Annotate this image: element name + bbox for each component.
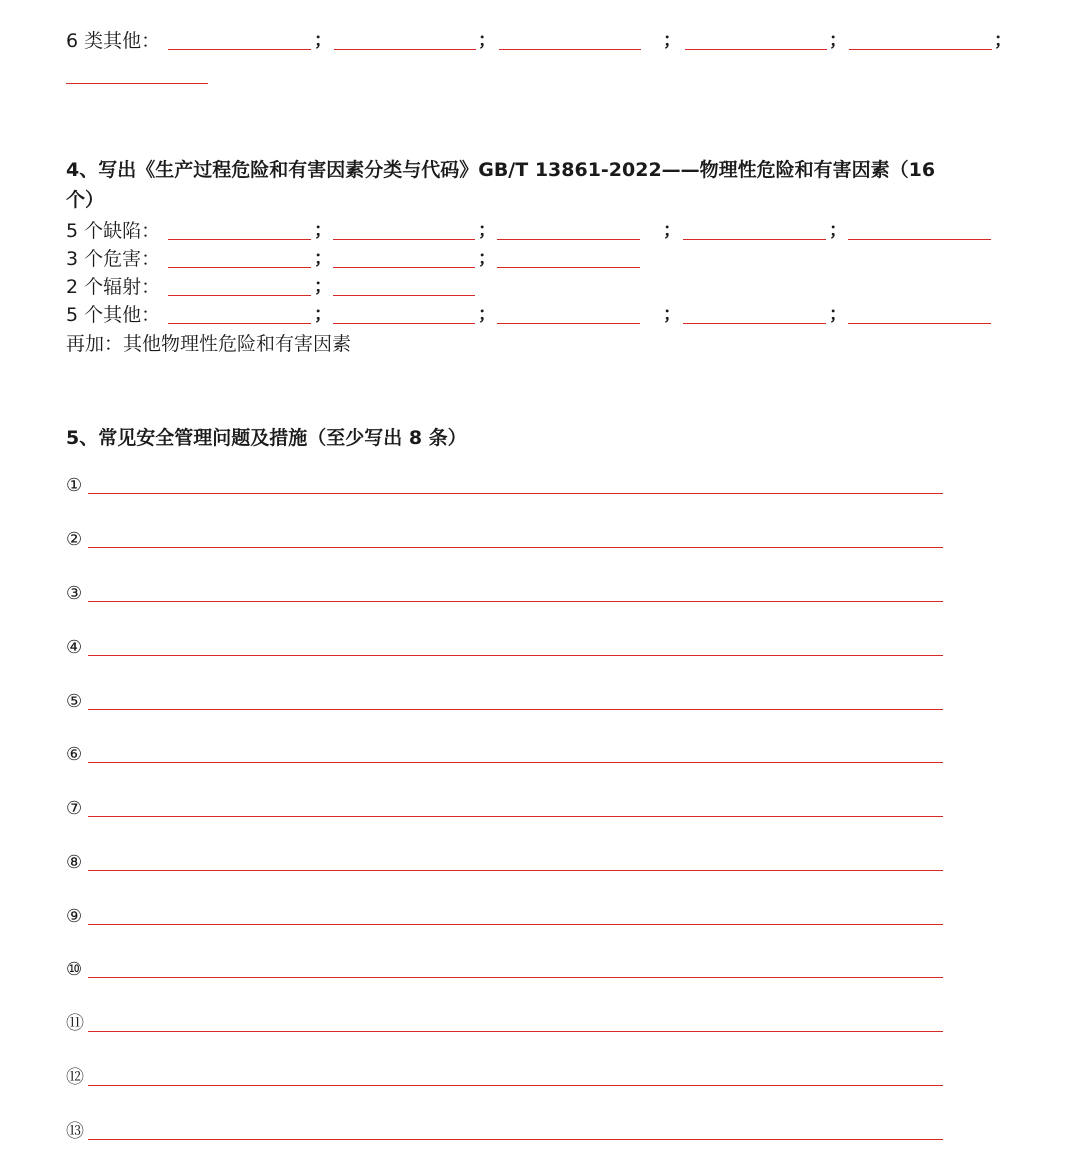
other-five-label: 5 个其他：: [66, 304, 161, 326]
answer-line[interactable]: [88, 870, 943, 871]
answer-line[interactable]: [88, 547, 943, 548]
separator: ；: [314, 304, 332, 325]
answer-line[interactable]: [88, 709, 943, 710]
separator: ；: [829, 220, 847, 241]
blank-field[interactable]: [333, 267, 475, 268]
answer-line[interactable]: [88, 977, 943, 978]
other-six-row-continued: [66, 62, 226, 88]
radiation-row: [66, 274, 496, 300]
blank-field[interactable]: [168, 295, 311, 296]
answer-row: [66, 582, 946, 608]
defect-label: 5 个缺陷：: [66, 220, 161, 242]
separator: ；: [478, 248, 496, 269]
item-number: ⑤: [66, 691, 83, 712]
answer-row: [66, 1120, 946, 1146]
blank-field[interactable]: [168, 239, 311, 240]
section4-title-continued: 个）: [66, 189, 105, 211]
defect-row: [66, 218, 1066, 244]
other-six-row: [66, 28, 1066, 54]
separator: ；: [994, 30, 1012, 51]
item-number: ⑨: [66, 906, 83, 927]
item-number: ④: [66, 637, 83, 658]
separator: ；: [478, 304, 496, 325]
answer-line[interactable]: [88, 816, 943, 817]
answer-row: [66, 1012, 946, 1038]
item-number: ⑫: [66, 1067, 84, 1088]
blank-field[interactable]: [683, 239, 826, 240]
blank-field[interactable]: [333, 239, 475, 240]
blank-field[interactable]: [499, 49, 641, 50]
answer-row: [66, 1066, 946, 1092]
section5-title: 5、常见安全管理问题及措施（至少写出 8 条）: [66, 427, 467, 449]
separator: ；: [663, 30, 681, 51]
separator: ；: [314, 248, 332, 269]
answer-line[interactable]: [88, 762, 943, 763]
answer-line[interactable]: [88, 924, 943, 925]
answer-row: [66, 528, 946, 554]
blank-field[interactable]: [683, 323, 826, 324]
separator: ；: [478, 220, 496, 241]
separator: ；: [829, 304, 847, 325]
blank-field[interactable]: [848, 323, 991, 324]
answer-row: [66, 851, 946, 877]
separator: ；: [478, 30, 496, 51]
item-number: ⑬: [66, 1121, 84, 1142]
answer-line[interactable]: [88, 1085, 943, 1086]
answer-row: [66, 958, 946, 984]
item-number: ⑩: [66, 959, 83, 980]
other-six-label: 6 类其他：: [66, 30, 161, 52]
item-number: ②: [66, 529, 83, 550]
blank-field[interactable]: [334, 49, 476, 50]
item-number: ①: [66, 475, 83, 496]
blank-field[interactable]: [168, 267, 311, 268]
section4-title: 4、写出《生产过程危险和有害因素分类与代码》GB/T 13861-2022——物理性危险和有害因素（16: [66, 159, 936, 181]
item-number: ⑦: [66, 798, 83, 819]
answer-line[interactable]: [88, 1139, 943, 1140]
separator: ；: [829, 30, 847, 51]
answer-line[interactable]: [88, 655, 943, 656]
hazard-label: 3 个危害：: [66, 248, 161, 270]
answer-row: [66, 690, 946, 716]
answer-line[interactable]: [88, 1031, 943, 1032]
answer-row: [66, 797, 946, 823]
item-number: ⑥: [66, 744, 83, 765]
hazard-row: [66, 246, 666, 272]
blank-field[interactable]: [168, 323, 311, 324]
item-number: ③: [66, 583, 83, 604]
section4-note: 再加：其他物理性危险和有害因素: [66, 333, 352, 355]
separator: ；: [314, 276, 332, 297]
radiation-label: 2 个辐射：: [66, 276, 161, 298]
other-five-row: [66, 302, 1066, 328]
blank-field[interactable]: [333, 295, 475, 296]
blank-field[interactable]: [497, 267, 640, 268]
answer-line[interactable]: [88, 601, 943, 602]
separator: ；: [663, 220, 681, 241]
blank-field[interactable]: [849, 49, 992, 50]
answer-row: [66, 905, 946, 931]
separator: ；: [314, 30, 332, 51]
blank-field[interactable]: [685, 49, 827, 50]
separator: ；: [663, 304, 681, 325]
answer-line[interactable]: [88, 493, 943, 494]
item-number: ⑧: [66, 852, 83, 873]
blank-field[interactable]: [497, 323, 640, 324]
blank-field[interactable]: [333, 323, 475, 324]
answer-row: [66, 636, 946, 662]
item-number: ⑪: [66, 1013, 84, 1034]
answer-row: [66, 474, 946, 500]
blank-field[interactable]: [168, 49, 311, 50]
answer-row: [66, 743, 946, 769]
separator: ；: [314, 220, 332, 241]
blank-field[interactable]: [497, 239, 640, 240]
blank-field[interactable]: [66, 83, 208, 84]
blank-field[interactable]: [848, 239, 991, 240]
